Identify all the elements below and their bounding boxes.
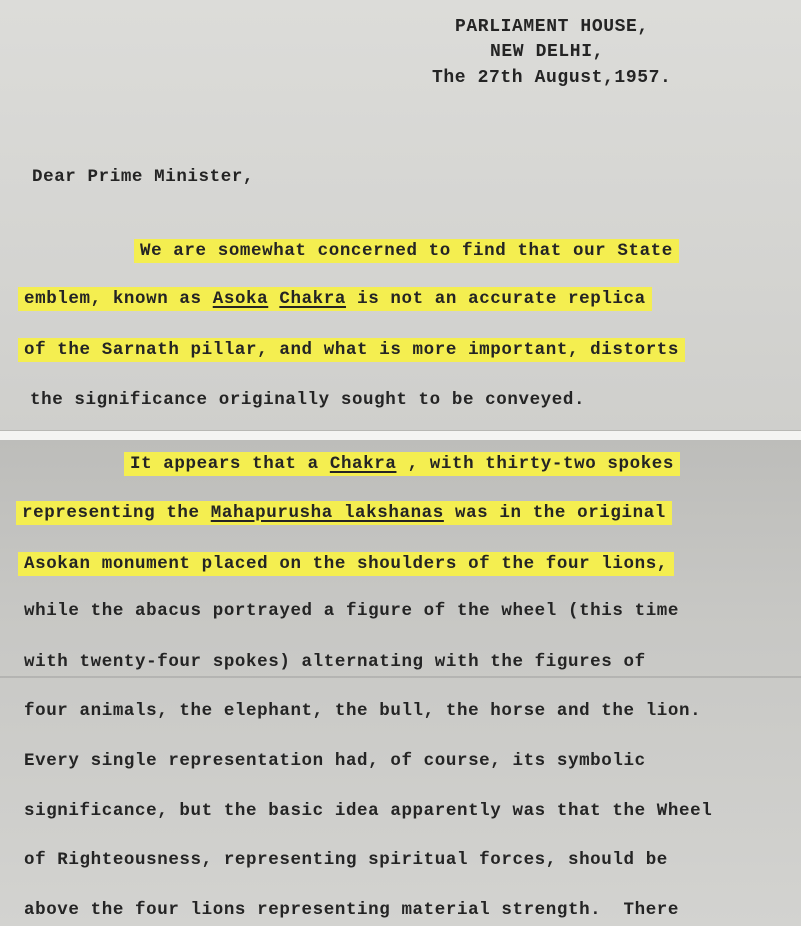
- p1-line-1: [134, 240, 679, 262]
- chakra-underlined: Chakra: [279, 289, 346, 309]
- letter-page-top: [0, 0, 801, 430]
- p2-line-2-text-b: was in the original: [443, 503, 666, 523]
- p2-line-1: [124, 453, 680, 475]
- fold-line: [0, 676, 801, 678]
- p2-line-1-text-b: , with thirty-two spokes: [396, 454, 675, 474]
- p2-line-1-text-a: It appears that a: [130, 454, 330, 474]
- p2-line-3-text: Asokan monument placed on the shoulders of the four lions,: [18, 552, 674, 576]
- p2-line-8: significance, but the basic idea apparently was that the Wheel: [24, 801, 713, 821]
- p1-line-2-text-a: emblem, known as: [24, 289, 213, 309]
- p1-line-2: [18, 288, 652, 310]
- chakra-underlined-2: Chakra: [329, 454, 397, 474]
- p2-line-10: above the four lions representing material strength. There: [24, 900, 680, 920]
- p2-line-4: while the abacus portrayed a figure of the wheel (this time: [24, 601, 680, 621]
- p2-line-7: Every single representation had, of course, its symbolic: [24, 751, 646, 771]
- p2-line-6: four animals, the elephant, the bull, the horse and the lion.: [24, 701, 702, 721]
- mahapurusha-underlined: Mahapurusha lakshanas: [210, 503, 444, 523]
- p2-line-3: [18, 553, 674, 575]
- p2-line-2: [16, 502, 672, 524]
- p2-line-9: of Righteousness, representing spiritual forces, should be: [24, 850, 668, 870]
- p2-line-5: with twenty-four spokes) alternating with the figures of: [24, 652, 646, 672]
- address-line-1: PARLIAMENT HOUSE,: [455, 17, 649, 37]
- salutation: Dear Prime Minister,: [32, 167, 255, 187]
- p2-line-2-text-a: representing the: [22, 503, 211, 523]
- p1-line-3-text: of the Sarnath pillar, and what is more important, distorts: [18, 338, 685, 362]
- address-line-2: NEW DELHI,: [490, 42, 605, 62]
- asoka-underlined: Asoka: [212, 289, 269, 309]
- p1-line-1-text: We are somewhat concerned to find that our State: [134, 239, 679, 263]
- p1-line-3: [18, 339, 685, 361]
- p1-line-2-space: [268, 289, 279, 309]
- letter-page-bottom: [0, 440, 801, 926]
- letter-date: The 27th August,1957.: [432, 68, 672, 88]
- p1-line-4: the significance originally sought to be conveyed.: [30, 390, 586, 410]
- p1-line-2-text-b: is not an accurate replica: [345, 289, 646, 309]
